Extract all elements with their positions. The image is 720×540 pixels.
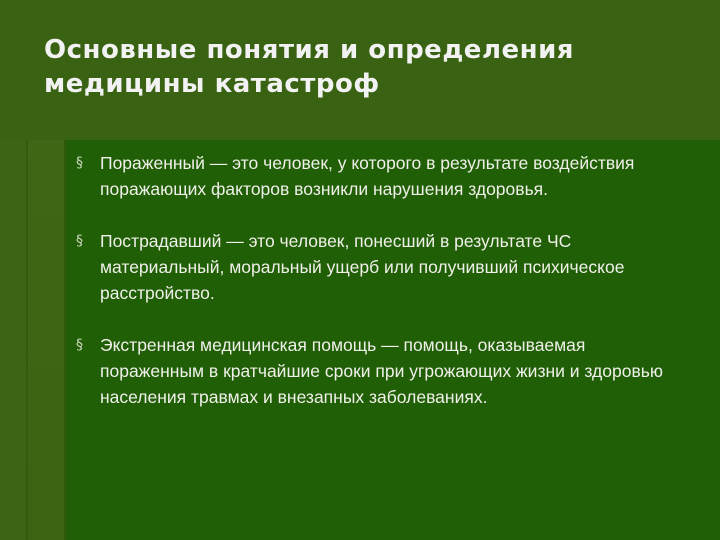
definition-text: Пораженный — это человек, у которого в результате воздействия поражающих факторов возникли нарушения здоровья. xyxy=(100,153,635,199)
definition-item-victim xyxy=(76,228,676,306)
section-sign-bullet-icon: § xyxy=(76,337,83,353)
slide-title xyxy=(44,34,684,102)
slide-title-line-1: Основные понятия и определения xyxy=(44,35,574,65)
definition-text: Экстренная медицинская помощь — помощь, оказываемая пораженным в кратчайшие сроки при угрожающих жизни и здоровью населения травмах и внезапных заболеваниях. xyxy=(100,335,663,407)
section-sign-bullet-icon: § xyxy=(76,155,83,171)
section-sign-bullet-icon: § xyxy=(76,233,83,249)
definition-item-affected xyxy=(76,150,676,202)
left-strip-divider xyxy=(26,140,28,540)
definition-item-emergency-care xyxy=(76,332,676,410)
slide-title-line-2: медицины катастроф xyxy=(44,68,380,99)
left-decorative-strip xyxy=(0,140,26,540)
definitions-list xyxy=(76,150,676,436)
definition-text: Пострадавший — это человек, понесший в результате ЧС материальный, моральный ущерб или получивший психическое расстройство. xyxy=(100,231,625,303)
